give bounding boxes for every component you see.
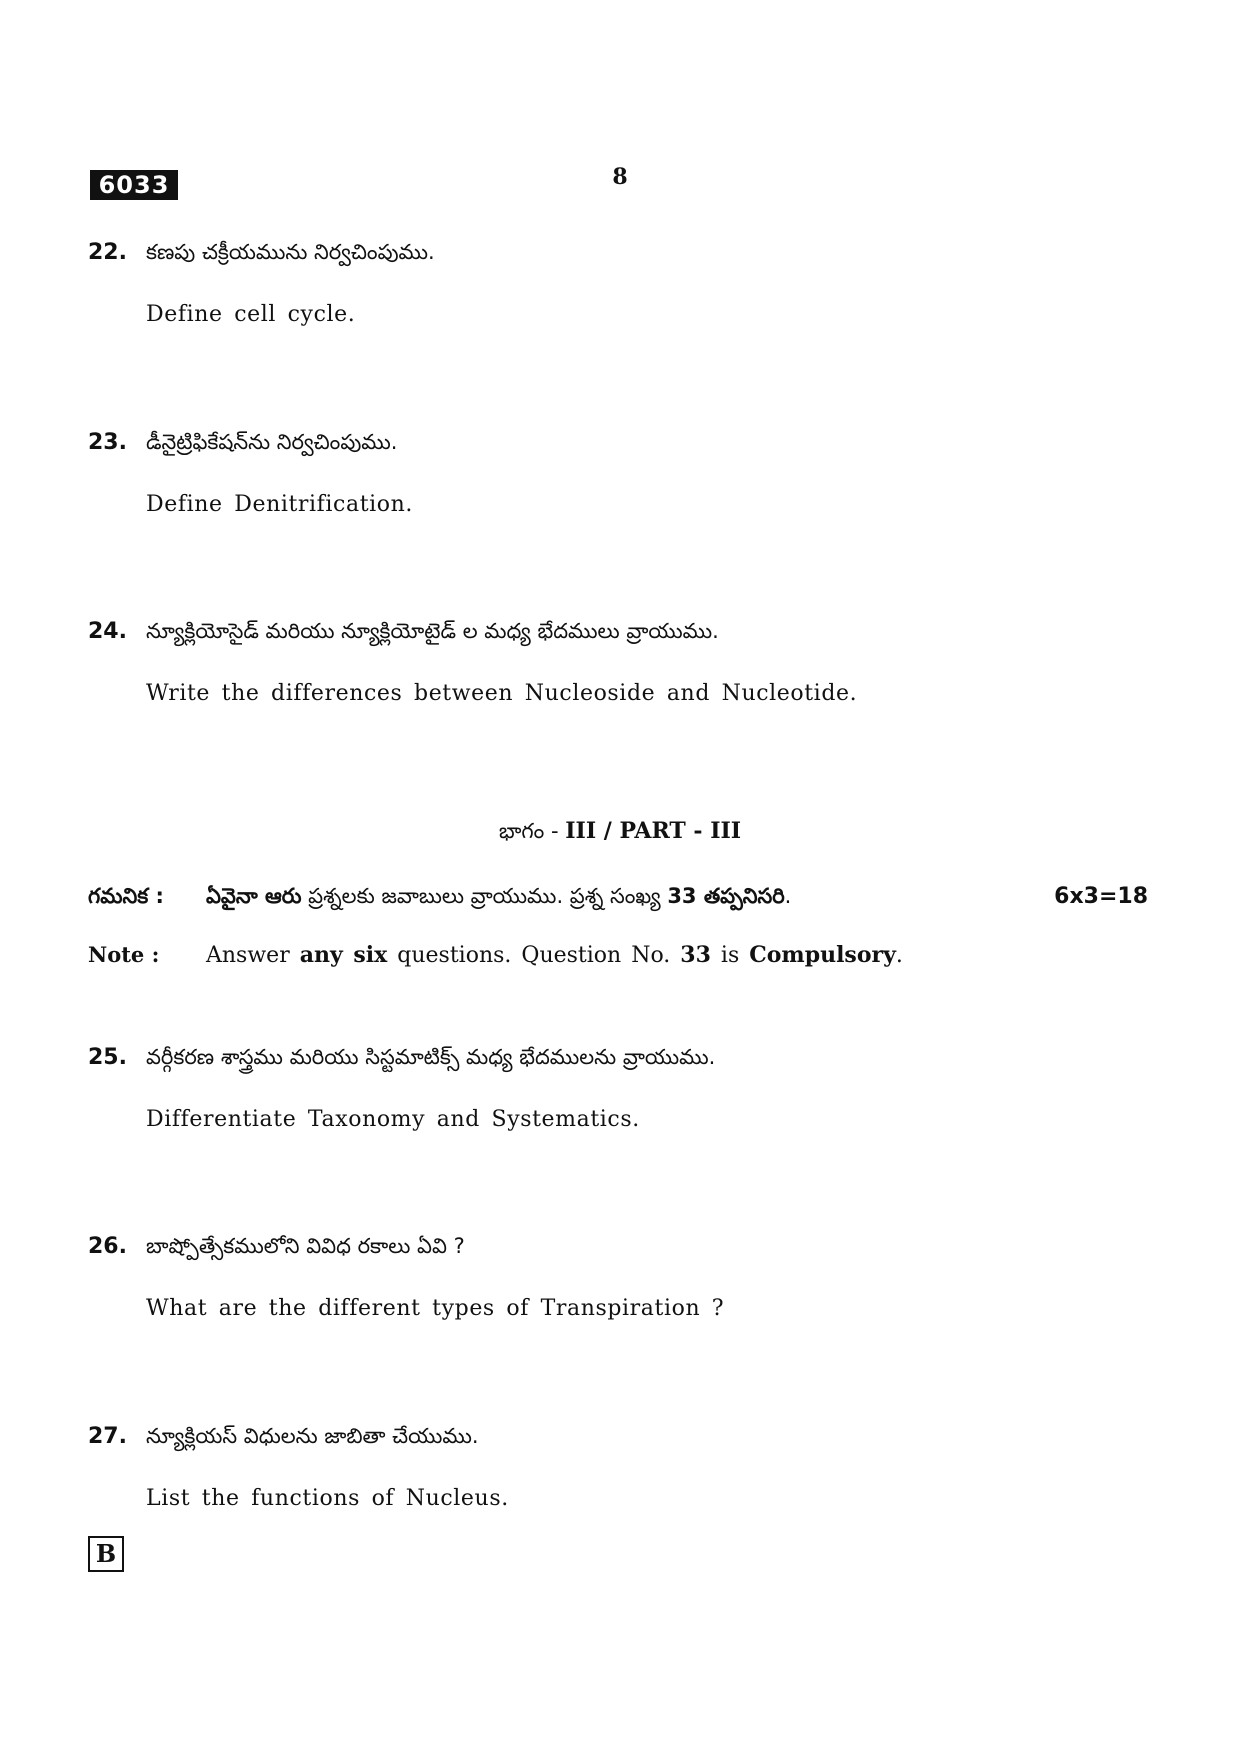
- question-text-english: Define cell cycle.: [146, 302, 356, 327]
- question-number: 25.: [88, 1045, 127, 1070]
- note-label-english: Note :: [88, 942, 160, 967]
- question-22: [88, 240, 1148, 327]
- question-number: 23.: [88, 430, 127, 455]
- question-text-telugu: బాష్పోత్సేకములోని వివిధ రకాలు ఏవి ?: [146, 1234, 465, 1258]
- question-text-telugu: కణపు చక్రీయమును నిర్వచింపుము.: [146, 240, 435, 264]
- paper-code-badge: 6033: [90, 170, 178, 200]
- series-letter-box: B: [88, 1536, 124, 1572]
- note-text-english: Answer any six questions. Question No. 33 is Compulsory.: [206, 942, 903, 968]
- question-number: 24.: [88, 619, 127, 644]
- question-text-english: What are the different types of Transpiration ?: [146, 1296, 725, 1321]
- question-24: [88, 619, 1148, 706]
- marks-allocation: 6x3=18: [1054, 884, 1148, 909]
- question-number: 26.: [88, 1234, 127, 1259]
- question-number: 22.: [88, 240, 127, 265]
- question-text-telugu: న్యూక్లియోసైడ్ మరియు న్యూక్లియోటైడ్ ల మధ్య భేదములు వ్రాయుము.: [146, 619, 719, 643]
- instruction-note-english: [88, 942, 1148, 968]
- note-text-telugu: ఏవైనా ఆరు ప్రశ్నలకు జవాబులు వ్రాయుము. ప్రశ్న సంఖ్య 33 తప్పనిసరి.: [206, 884, 792, 908]
- question-text-telugu: వర్గీకరణ శాస్త్రము మరియు సిస్టమాటిక్స్ మధ్య భేదములను వ్రాయుము.: [146, 1045, 716, 1069]
- question-text-telugu: డీనైట్రిఫికేషన్‌ను నిర్వచింపుము.: [146, 430, 398, 454]
- part-heading-english: III / PART - III: [565, 818, 742, 844]
- question-number: 27.: [88, 1424, 127, 1449]
- page-number: 8: [612, 164, 628, 190]
- question-25: [88, 1045, 1148, 1132]
- question-26: [88, 1234, 1148, 1321]
- question-23: [88, 430, 1148, 517]
- question-text-english: List the functions of Nucleus.: [146, 1486, 509, 1511]
- part-heading-telugu: భాగం -: [498, 819, 566, 843]
- question-text-english: Define Denitrification.: [146, 492, 413, 517]
- instruction-note-telugu: [88, 884, 1148, 914]
- question-27: [88, 1424, 1148, 1511]
- question-text-english: Write the differences between Nucleoside and Nucleotide.: [146, 681, 858, 706]
- question-text-english: Differentiate Taxonomy and Systematics.: [146, 1107, 640, 1132]
- note-label-telugu: గమనిక :: [88, 884, 164, 908]
- part-three-heading: [0, 818, 1240, 849]
- question-text-telugu: న్యూక్లియస్ విధులను జాబితా చేయుము.: [146, 1424, 479, 1448]
